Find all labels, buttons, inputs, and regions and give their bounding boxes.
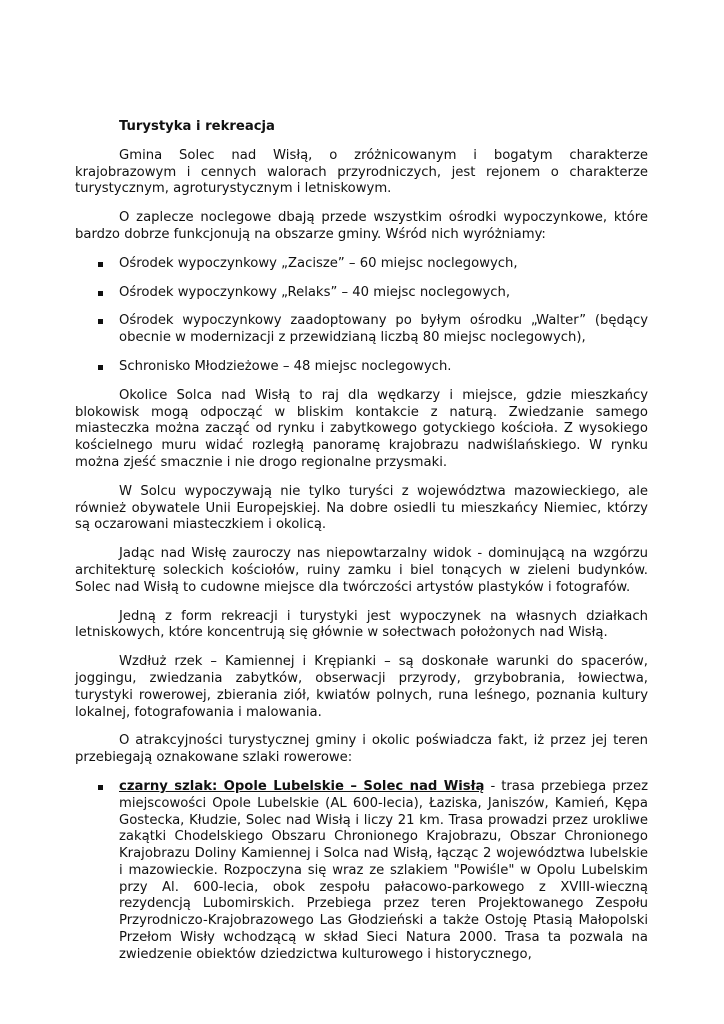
square-bullet-icon [98, 785, 103, 790]
body-paragraph: W Solcu wypoczywają nie tylko turyści z województwa mazowieckiego, ale również obywatele Unii Europejskiej. Na dobre osiedli tu mieszkańcy Niemiec, którzy są oczarowani miasteczkiem i okolicą. [75, 483, 648, 533]
list-item-text: Ośrodek wypoczynkowy zaadoptowany po byłym ośrodku „Walter” (będący obecnie w modernizacji z przewidzianą liczbą 80 miejsc noclegowych), [119, 313, 648, 346]
body-paragraph: Jadąc nad Wisłę zauroczy nas niepowtarzalny widok - dominującą na wzgórzu architekturę soleckich kościołów, ruiny zamku i biel tonących w zieleni budynków. Solec nad Wisłą to cudowne miejsce dla twórczości artystów plastyków i fotografów. [75, 546, 648, 595]
intro-paragraph: Gmina Solec nad Wisłą, o zróżnicowanym i bogatym charakterze krajobrazowym i cennych walorach przyrodniczych, jest rejonem o charakterze turystycznym, agroturystycznym i letniskowym. [75, 147, 648, 197]
section-title: Turystyka i rekreacja [119, 119, 275, 134]
list-item [75, 313, 648, 347]
body-paragraph: Okolice Solca nad Wisłą to raj dla wędkarzy i miejsce, gdzie mieszkańcy blokowisk mogą odpocząć w bliskim kontakcie z naturą. Zwiedzanie samego miasteczka można zacząć od rynku i zabytkowego gotyckiego kościoła. Z wysokiego kościelnego muru widać rozległą panoramę krajobrazu nadwiślańskiego. W rynku można zjeść smacznie i nie drogo regionalne przysmaki. [75, 387, 648, 470]
document-page [75, 119, 648, 976]
body-paragraph: Jedną z form rekreacji i turystyki jest wypoczynek na własnych działkach letniskowych, które koncentrują się głównie w sołectwach położonych nad Wisłą. [75, 608, 648, 641]
list-item-text: Schronisko Młodzieżowe – 48 miejsc noclegowych. [119, 358, 452, 374]
square-bullet-icon [98, 319, 103, 324]
list-item [75, 256, 648, 273]
square-bullet-icon [98, 365, 103, 370]
trail-list [75, 779, 648, 964]
list-item [75, 285, 648, 302]
square-bullet-icon [98, 291, 103, 296]
accommodation-intro-paragraph: O zaplecze noclegowe dbają przede wszystkim ośrodki wypoczynkowe, które bardzo dobrze funkcjonują na obszarze gminy. Wśród nich wyróżniamy: [75, 210, 648, 242]
list-item-text: Ośrodek wypoczynkowy „Relaks” – 40 miejsc noclegowych, [119, 284, 511, 300]
body-paragraph: Wzdłuż rzek – Kamiennej i Krępianki – są doskonałe warunki do spacerów, joggingu, zwiedzania zabytków, obserwacji przyrody, grzybobrania, łowiectwa, turystyki rowerowej, zbierania ziół, kwiatów polnych, runa leśnego, poznania kultury lokalnej, fotografowania i malowania. [75, 654, 648, 720]
accommodation-list [75, 256, 648, 376]
trails-intro-paragraph: O atrakcyjności turystycznej gminy i okolic poświadcza fakt, iż przez jej teren przebiegają oznakowane szlaki rowerowe: [75, 733, 648, 766]
trail-name: czarny szlak: Opole Lubelskie – Solec nad Wisłą [119, 778, 485, 794]
list-item-text: Ośrodek wypoczynkowy „Zacisze” – 60 miejsc noclegowych, [119, 255, 518, 271]
trail-item [75, 779, 648, 964]
list-item [75, 359, 648, 376]
square-bullet-icon [98, 262, 103, 267]
trail-description: - trasa przebiega przez miejscowości Opole Lubelskie (AL 600-lecia), Łaziska, Janiszów, Kamień, Kępa Gostecka, Kłudzie, Solec nad Wisłą i liczy 21 km. Trasa prowadzi przez urokliwe zakątki Chodelskiego Obszaru Chronionego Krajobrazu, Obszar Chronionego Krajobrazu Doliny Kamiennej i Solca nad Wisłą, łącząc 2 województwa lubelskie i mazowieckie. Rozpoczyna się wraz ze szlakiem "Powiśle" w Opolu Lubelskim przy Al. 600-lecia, obok zespołu pałacowo-parkowego z XVIII-wieczną rezydencją Lubomirskich. Przebiega przez teren Projektowanego Zespołu Przyrodniczo-Krajobrazowego Las Głodzieński a także Ostoję Ptasią Małopolski Przełom Wisły wchodzącą w skład Sieci Natura 2000. Trasa ta pozwala na zwiedzenie obiektów dziedzictwa kulturowego i historycznego, [119, 778, 648, 962]
